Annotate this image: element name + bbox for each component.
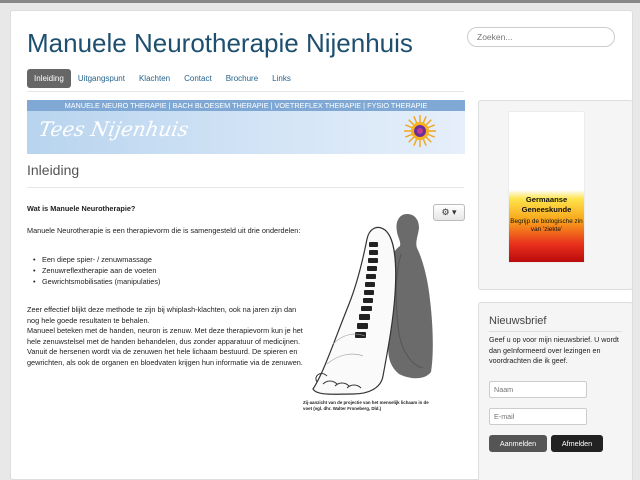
top-bar bbox=[0, 0, 640, 3]
search-input[interactable] bbox=[467, 27, 615, 47]
nav-item-brochure[interactable]: Brochure bbox=[225, 74, 259, 83]
page-heading: Inleiding bbox=[27, 162, 80, 178]
nav-item-uitgangspunt[interactable]: Uitgangspunt bbox=[77, 74, 125, 83]
list-item: • Een diepe spier- / zenuwmassage bbox=[33, 254, 293, 265]
subscribe-button[interactable]: Aanmelden bbox=[489, 435, 547, 452]
book-subtitle: Begrijp de biologische zin van 'ziekte' bbox=[510, 218, 583, 234]
newsletter-divider bbox=[489, 331, 622, 332]
nav-item-inleiding[interactable]: Inleiding bbox=[27, 69, 71, 88]
paragraph: Vanuit de hersenen wordt via de zenuwen het hele lichaam bestuurd. De spieren en gewrichten, als ook de organen en bloedvaten krijgen hun informatie via de zenuwen. bbox=[27, 347, 303, 367]
newsletter-description: Geef u op voor mijn nieuwsbrief. U wordt dan geïnformeerd over lezingen en voordrachten die ik geef. bbox=[489, 335, 619, 365]
gear-icon: ⚙ bbox=[441, 207, 450, 217]
image-caption: Zij-aanzicht van de projectie van het menselijk lichaam in de voet (vgl. dhr. Walter Froneberg, Dld.) bbox=[303, 400, 429, 411]
nav-item-klachten[interactable]: Klachten bbox=[138, 74, 171, 83]
heading-divider bbox=[27, 187, 464, 188]
newsletter-title: Nieuwsbrief bbox=[489, 315, 547, 327]
foot-reflex-illustration bbox=[303, 204, 433, 404]
banner-services: MANUELE NEURO THERAPIE | BACH BLOESEM THERAPIE | VOETREFLEX THERAPIE | FYSIO THERAPIE bbox=[27, 100, 465, 111]
book-title: Germaanse Geneeskunde bbox=[521, 195, 572, 214]
article-tools-button[interactable] bbox=[433, 204, 465, 221]
email-field[interactable] bbox=[489, 408, 587, 425]
list-item: • Zenuwreflextherapie aan de voeten bbox=[33, 265, 293, 276]
sidebar-book-panel bbox=[478, 100, 633, 290]
newsletter-panel bbox=[478, 302, 633, 480]
name-field[interactable] bbox=[489, 381, 587, 398]
sun-flower-icon bbox=[403, 114, 437, 148]
article-intro: Manuele Neurotherapie is een therapievorm die is samengesteld uit drie onderdelen: bbox=[27, 226, 301, 235]
paragraph: Manueel beteken met de handen, neuron is zenuw. Met deze therapievorm kun je het hele zenuwstelsel met de handen behandelen, dus zonder apparatuur of medicijnen. bbox=[27, 326, 303, 346]
book-cover-image[interactable] bbox=[509, 112, 584, 262]
paragraph: Zeer effectief blijkt deze methode te zijn bij whiplash-klachten, ook na jaren zijn dan nog hele goede resultaten te behalen. bbox=[27, 305, 297, 325]
article-body bbox=[27, 305, 307, 368]
article-question: Wat is Manuele Neurotherapie? bbox=[27, 204, 136, 213]
page-container bbox=[10, 10, 633, 480]
chevron-down-icon: ▾ bbox=[452, 207, 457, 217]
nav-item-links[interactable]: Links bbox=[272, 74, 291, 83]
unsubscribe-button[interactable]: Afmelden bbox=[551, 435, 603, 452]
nav-divider bbox=[27, 91, 464, 92]
banner-signature: Tees Nijenhuis bbox=[36, 117, 191, 141]
bullet-list bbox=[33, 254, 293, 287]
nav-item-contact[interactable]: Contact bbox=[184, 74, 212, 83]
list-item: • Gewrichtsmobilisaties (manipulaties) bbox=[33, 276, 293, 287]
site-title[interactable]: Manuele Neurotherapie Nijenhuis bbox=[27, 28, 413, 58]
header-banner bbox=[27, 100, 465, 154]
main-nav bbox=[27, 69, 298, 88]
